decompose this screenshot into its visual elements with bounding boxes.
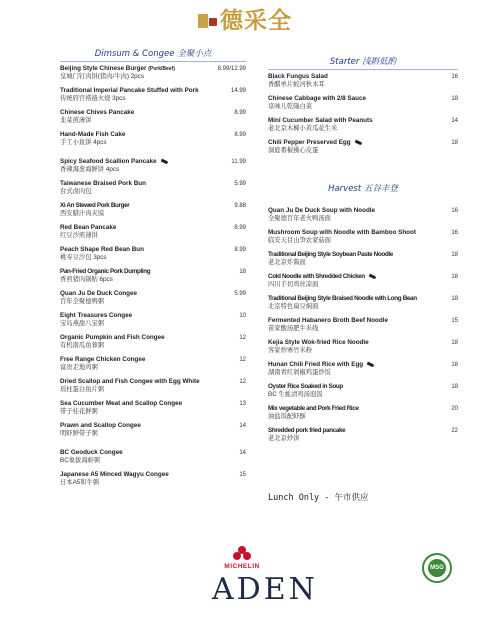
- menu-item: [268, 339, 458, 355]
- menu-item: [60, 312, 246, 328]
- menu-item-price: 16: [451, 230, 458, 236]
- menu-item-english: Eight Treasures Congee: [60, 312, 133, 319]
- menu-item: [268, 73, 458, 89]
- menu-item: [268, 95, 458, 111]
- menu-item-english: Hand-Made Fish Cake: [60, 131, 126, 138]
- menu-item-english: Mini Cucumber Salad with Peanuts: [268, 117, 373, 124]
- menu-item-chinese: 临安天目山笋农家菇面: [268, 237, 331, 244]
- menu-item-name: [268, 361, 424, 369]
- menu-item-chinese: 韭菜煎薄饼: [60, 117, 92, 124]
- logo-seal-icon: [198, 14, 208, 28]
- menu-item-name: [268, 273, 424, 281]
- menu-item-name: [268, 139, 424, 147]
- menu-item: [60, 449, 246, 465]
- section-divider: [60, 61, 246, 62]
- menu-item-english: Oyster Rice Soaked in Soup: [268, 383, 343, 390]
- menu-item-english: Mix vegetable and Pork Fried Rice: [268, 405, 359, 412]
- menu-item-price: 18: [451, 384, 458, 390]
- menu-item-price: 10: [239, 313, 246, 319]
- menu-item-english: Fermented Habanero Broth Beef Noodle: [268, 317, 389, 324]
- menu-item: [268, 139, 458, 155]
- dimsum-congee-column: [60, 48, 246, 493]
- menu-item: [268, 207, 458, 223]
- menu-item-english: Peach Shape Red Bean Bun: [60, 246, 144, 253]
- harvest-item-list: [268, 207, 458, 443]
- menu-item-chinese: 台式卤肉包: [60, 188, 92, 195]
- menu-item-name: [60, 356, 212, 364]
- menu-item-chinese: 香煎猪肉锅贴 6pcs: [60, 276, 113, 283]
- menu-item-name: [60, 246, 212, 254]
- menu-item-english: Quan Ju De Duck Soup with Noodle: [268, 207, 376, 214]
- michelin-label: MICHELIN: [224, 563, 260, 570]
- menu-item: [60, 471, 246, 487]
- menu-item-name: [60, 312, 212, 320]
- menu-item-chinese: 洞庭番椒拂心皮蛋: [268, 147, 319, 154]
- menu-item-price: 12: [239, 379, 246, 385]
- menu-item-price: 8.99: [234, 225, 246, 231]
- menu-item-chinese: 带子桂花鲜粥: [60, 408, 98, 415]
- menu-item-english: Free Range Chicken Congee: [60, 356, 146, 363]
- menu-item-name: [268, 339, 424, 347]
- menu-item-chinese: 京味儿乾隆白菜: [268, 103, 313, 110]
- menu-item-chinese: 四川手切鸡丝凉面: [268, 281, 319, 288]
- menu-item: [60, 158, 246, 174]
- menu-item-chinese: 老北京炸酱面: [268, 259, 306, 266]
- menu-item-chinese: 客家炒寨竹米粉: [268, 347, 313, 354]
- menu-item-price: 14: [239, 423, 246, 429]
- menu-item: [60, 87, 246, 103]
- menu-item-price: 18: [451, 340, 458, 346]
- menu-item: [268, 273, 458, 289]
- menu-item: [60, 202, 246, 218]
- menu-item-english: Xi An Stewed Pork Burger: [60, 202, 130, 209]
- menu-item: [268, 251, 458, 267]
- menu-item-chinese: 富贵走地鸡粥: [60, 364, 98, 371]
- menu-item-name: [60, 202, 212, 210]
- menu-item-price: 5.99: [234, 291, 246, 297]
- menu-item-name: [268, 383, 424, 391]
- chili-pepper-icon: [369, 273, 377, 279]
- menu-item-chinese: 香辣海葱海鲜饼 4pcs: [60, 166, 120, 173]
- menu-item-chinese: 皇城门钉肉饼(猪肉/牛肉) 2pcs: [60, 73, 144, 80]
- menu-item-price: 18: [451, 252, 458, 258]
- menu-item-name: [268, 317, 424, 325]
- menu-item-price: 11.99: [231, 159, 246, 165]
- menu-item-name: [268, 251, 424, 259]
- menu-item-name: [60, 87, 212, 95]
- menu-item: [268, 117, 458, 133]
- menu-item-english: Pan-Fried Organic Pork Dumpling: [60, 268, 151, 275]
- menu-item: [60, 180, 246, 196]
- menu-item-english: Chinese Cabbage with 2/8 Sauce: [268, 95, 366, 102]
- lunch-only-note: Lunch Only - 午市供应: [268, 493, 369, 503]
- menu-item: [268, 427, 458, 443]
- menu-item-price: 22: [451, 428, 458, 434]
- menu-item-price: 18: [451, 274, 458, 280]
- menu-item-chinese: 油盐饭配虾酥: [268, 413, 306, 420]
- menu-item-name: [268, 207, 424, 215]
- menu-item-price: 18: [451, 96, 458, 102]
- menu-item-option: (Pork/Beef): [148, 66, 175, 72]
- menu-item-chinese: 西安腊汁肉夹馍: [60, 210, 105, 217]
- dimsum-item-list: [60, 65, 246, 487]
- no-msg-label: MSG: [428, 559, 446, 577]
- menu-item-name: [60, 224, 212, 232]
- menu-item-name: [60, 268, 212, 276]
- menu-item-chinese: 宝岛燕甜八宝粥: [60, 320, 105, 327]
- menu-item-english: Cold Noodle with Shredded Chicken: [268, 273, 365, 280]
- menu-item-name: [60, 422, 212, 430]
- menu-item-chinese: 传统府宫褡裢火烧 3pcs: [60, 95, 126, 102]
- menu-item-english: Dried Scallop and Fish Congee with Egg White: [60, 378, 200, 385]
- menu-item: [60, 65, 246, 81]
- no-msg-badge-icon: [422, 553, 452, 583]
- menu-item-chinese: 北京特色扁豆焖面: [268, 303, 319, 310]
- menu-item-price: 18: [451, 362, 458, 368]
- menu-item-chinese: 湖南青红剁椒鸡蛋炒饭: [268, 369, 331, 376]
- michelin-badge: [204, 546, 280, 571]
- menu-item-chinese: 红豆沙煎薄饼: [60, 232, 98, 239]
- menu-item-name: [268, 95, 424, 103]
- menu-item-english: Beijing Style Chinese Burger: [60, 65, 147, 72]
- menu-item-english: Chili Pepper Preserved Egg: [268, 139, 351, 146]
- menu-item-name: [60, 290, 212, 298]
- menu-item-chinese: 有机南瓜鱼蓉粥: [60, 342, 105, 349]
- menu-item-chinese: 香醋单片蛟河秋木耳: [268, 81, 325, 88]
- menu-item-price: 12: [239, 335, 246, 341]
- menu-item-english: Traditional Imperial Pancake Stuffed with Pork: [60, 87, 199, 94]
- menu-item-chinese: 瑶柱蛋白鱼片粥: [60, 386, 105, 393]
- menu-item-name: [268, 117, 424, 125]
- menu-item-english: Hunan Chili Fried Rice with Egg: [268, 361, 364, 368]
- menu-item-english: Mushroom Soup with Noodle with Bamboo Shoot: [268, 229, 416, 236]
- menu-item: [60, 422, 246, 438]
- menu-item-name: [60, 400, 212, 408]
- menu-item: [60, 268, 246, 284]
- menu-item: [60, 290, 246, 306]
- menu-item-price: 8.99: [234, 132, 246, 138]
- menu-item-price: 15: [451, 318, 458, 324]
- menu-item-chinese: 桃寿豆沙包 3pcs: [60, 254, 107, 261]
- menu-item-price: 12: [239, 357, 246, 363]
- menu-item-name: [60, 158, 212, 166]
- menu-item: [60, 400, 246, 416]
- menu-item-english: Red Bean Pancake: [60, 224, 117, 231]
- logo-stamp-icon: [209, 18, 217, 26]
- menu-item-price: 16: [451, 208, 458, 214]
- menu-item: [60, 334, 246, 350]
- menu-item-chinese: 老北京木樨小黄瓜花生米: [268, 125, 338, 132]
- menu-item-chinese: 全聚德百年老火鸭汤面: [268, 215, 331, 222]
- menu-item-name: [60, 131, 212, 139]
- menu-item-price: 8.99/12.99: [217, 66, 246, 72]
- logo-name: 德采全: [220, 7, 292, 34]
- menu-item-chinese: 明虾鲜带子粥: [60, 430, 98, 437]
- menu-item-price: 8.99: [234, 110, 246, 116]
- menu-item-chinese: BC象拔海蚌粥: [60, 457, 101, 464]
- menu-item: [60, 109, 246, 125]
- menu-item: [60, 246, 246, 262]
- restaurant-logo: [196, 8, 292, 34]
- menu-item-name: [60, 471, 212, 479]
- menu-item: [60, 224, 246, 240]
- menu-item: [60, 131, 246, 147]
- menu-item-name: [60, 378, 212, 386]
- menu-item: [268, 405, 458, 421]
- menu-item-name: [60, 65, 212, 73]
- menu-item-price: 8.99: [234, 247, 246, 253]
- chili-pepper-icon: [160, 158, 168, 164]
- menu-item-english: Shredded pork fried pancake: [268, 427, 346, 434]
- menu-item-price: 18: [451, 140, 458, 146]
- section-divider: [268, 69, 458, 70]
- menu-item-english: BC Geoduck Congee: [60, 449, 123, 456]
- chili-pepper-icon: [367, 361, 375, 367]
- menu-item-chinese: 手工小鱼饼 4pcs: [60, 139, 107, 146]
- menu-item-english: Black Fungus Salad: [268, 73, 328, 80]
- menu-item-name: [60, 109, 212, 117]
- menu-item-english: Traditional Beijing Style Braised Noodle with Long Bean: [268, 295, 417, 302]
- menu-item-chinese: 老北京炒饼: [268, 435, 300, 442]
- menu-item-name: [268, 427, 424, 435]
- menu-item: [60, 356, 246, 372]
- menu-item-english: Prawn and Scallop Congee: [60, 422, 141, 429]
- menu-item-english: Sea Cucumber Meat and Scallop Congee: [60, 400, 183, 407]
- menu-item-price: 5.99: [234, 181, 246, 187]
- section-title-starter: Starter 浅斟低酌: [329, 57, 397, 67]
- menu-item-chinese: 苗家酸汤肥牛米线: [268, 325, 319, 332]
- menu-item-english: Traditional Beijing Style Soybean Paste Noodle: [268, 251, 393, 258]
- menu-item-english: Quan Ju De Duck Congee: [60, 290, 137, 297]
- menu-item-name: [268, 295, 424, 303]
- menu-item-english: Organic Pumpkin and Fish Congee: [60, 334, 165, 341]
- menu-item-english: Japanese A5 Minced Wagyu Congee: [60, 471, 169, 478]
- menu-item-name: [268, 229, 424, 237]
- chili-pepper-icon: [354, 139, 362, 145]
- menu-item: [268, 295, 458, 311]
- menu-item-price: 16: [451, 74, 458, 80]
- menu-item-english: Chinese Chives Pancake: [60, 109, 135, 116]
- menu-item: [268, 361, 458, 377]
- menu-item-name: [60, 180, 212, 188]
- menu-item-english: Spicy Seafood Scallion Pancake: [60, 158, 157, 165]
- menu-item-price: 18: [239, 269, 246, 275]
- menu-item-chinese: BC 生蚝清鸡汤泡饭: [268, 391, 323, 398]
- menu-item-price: 18: [451, 296, 458, 302]
- menu-item-name: [268, 73, 424, 81]
- starter-item-list: [268, 73, 458, 155]
- menu-item-name: [60, 334, 212, 342]
- menu-item: [60, 378, 246, 394]
- menu-item-english: Taiwanese Braised Pork Bun: [60, 180, 146, 187]
- menu-item-price: 20: [451, 406, 458, 412]
- menu-item-price: 14: [451, 118, 458, 124]
- menu-item-chinese: 日本A5和牛粥: [60, 479, 100, 486]
- aden-logo: ADEN: [212, 572, 318, 607]
- menu-item-english: Kejia Style Wok-fried Rice Noodle: [268, 339, 369, 346]
- menu-item-price: 14: [239, 450, 246, 456]
- starter-harvest-column: [268, 56, 458, 449]
- section-title-dimsum: Dimsum & Congee 全聚小点: [94, 49, 212, 59]
- menu-item: [268, 383, 458, 399]
- menu-item-price: 9.88: [234, 203, 246, 209]
- menu-item-price: 13: [239, 401, 246, 407]
- menu-item-name: [60, 449, 212, 457]
- menu-item: [268, 317, 458, 333]
- menu-item-price: 15: [239, 472, 246, 478]
- menu-item: [268, 229, 458, 245]
- menu-item-price: 14.99: [230, 88, 246, 94]
- section-title-harvest: Harvest 五谷丰登: [328, 184, 398, 194]
- michelin-flower-icon: [232, 546, 252, 562]
- menu-item-name: [268, 405, 424, 413]
- menu-item-chinese: 百年全聚德鸭粥: [60, 298, 105, 305]
